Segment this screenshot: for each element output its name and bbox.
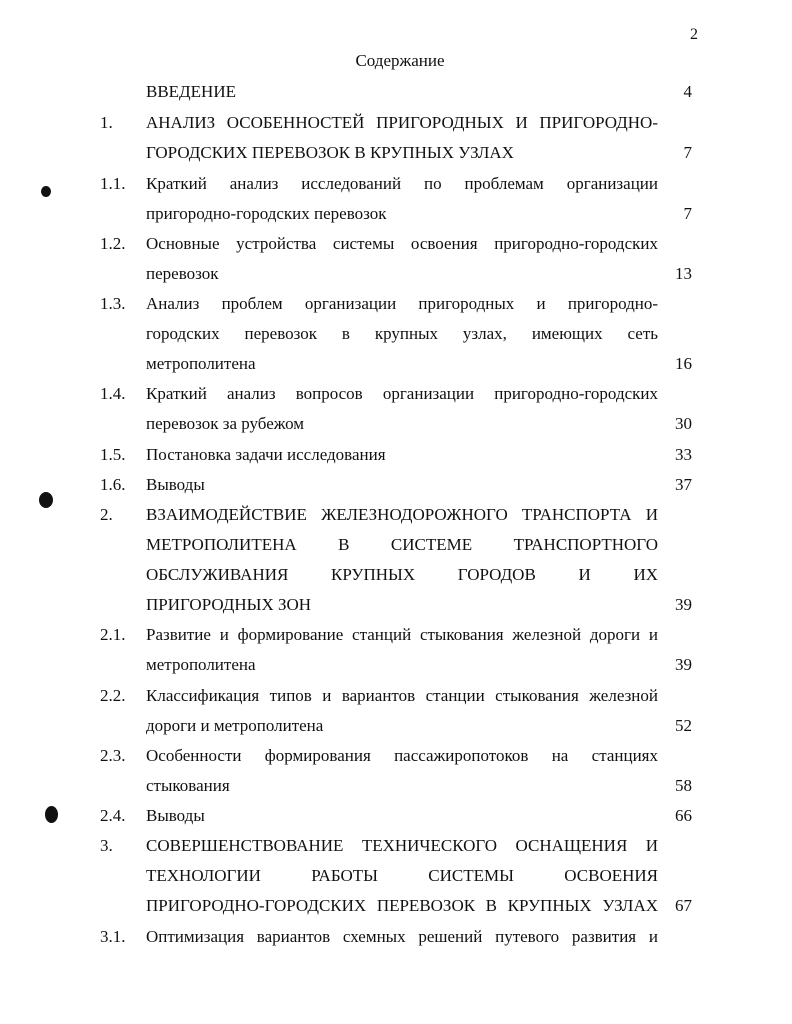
toc-entry-page: 52 bbox=[675, 716, 692, 735]
toc-entry bbox=[0, 500, 792, 530]
toc-entry bbox=[0, 620, 792, 650]
toc-entry-continuation bbox=[0, 771, 792, 801]
toc-entry-number: 3. bbox=[100, 836, 113, 855]
toc-entry-text: Классификация типов и вариантов станции стыкования железной bbox=[146, 686, 658, 705]
toc-entry-page: 58 bbox=[675, 776, 692, 795]
toc-entry-text: метрополитена bbox=[146, 354, 256, 373]
toc-entry-text: ПРИГОРОДНЫХ ЗОН bbox=[146, 595, 312, 614]
toc-entry-page: 39 bbox=[675, 595, 692, 614]
toc-entry-text: ВЗАИМОДЕЙСТВИЕ ЖЕЛЕЗНОДОРОЖНОГО ТРАНСПОРТА И bbox=[146, 505, 658, 524]
toc-entry-text: дороги и метрополитена bbox=[146, 716, 324, 735]
toc-entry-text: АНАЛИЗ ОСОБЕННОСТЕЙ ПРИГОРОДНЫХ И ПРИГОРОДНО- bbox=[146, 113, 658, 132]
toc-entry bbox=[0, 169, 792, 199]
toc-entry-number: 2.4. bbox=[100, 806, 126, 825]
page-number: 2 bbox=[690, 26, 698, 43]
toc-entry-text: ТЕХНОЛОГИИ РАБОТЫ СИСТЕМЫ ОСВОЕНИЯ bbox=[146, 866, 658, 885]
toc-entry bbox=[0, 681, 792, 711]
toc-entry-text: перевозок bbox=[146, 264, 219, 283]
toc-entry-number: 2.3. bbox=[100, 746, 126, 765]
toc-entry-number: 2.2. bbox=[100, 686, 126, 705]
toc-entry-text: ВВЕДЕНИЕ bbox=[146, 82, 236, 101]
toc-entry-text: Основные устройства системы освоения пригородно-городских bbox=[146, 234, 658, 253]
toc-entry-continuation bbox=[0, 861, 792, 891]
scan-blot bbox=[39, 492, 53, 508]
toc-entry-page: 7 bbox=[683, 143, 692, 162]
toc-entry-continuation bbox=[0, 891, 792, 921]
toc-entry-continuation bbox=[0, 530, 792, 560]
toc-entry-text: перевозок за рубежом bbox=[146, 414, 305, 433]
toc-entry bbox=[0, 440, 792, 470]
toc-entry-page: 4 bbox=[683, 82, 692, 101]
toc-entry-text: Выводы bbox=[146, 806, 205, 825]
toc-entry bbox=[0, 108, 792, 138]
toc-entry-continuation bbox=[0, 650, 792, 680]
toc-entry-number: 1.5. bbox=[100, 445, 126, 464]
toc-entry-number: 1. bbox=[100, 113, 113, 132]
toc-entry-text: городских перевозок в крупных узлах, имеющих сеть bbox=[146, 324, 658, 343]
toc-entry bbox=[0, 922, 792, 952]
toc-entry-number: 3.1. bbox=[100, 927, 126, 946]
toc-entry-text: Анализ проблем организации пригородных и пригородно- bbox=[146, 294, 658, 313]
toc-entry-page: 30 bbox=[675, 414, 692, 433]
toc-entry-page: 16 bbox=[675, 354, 692, 373]
toc-entry-continuation bbox=[0, 138, 792, 168]
toc-entry-continuation bbox=[0, 349, 792, 379]
toc-entry-text: ПРИГОРОДНО-ГОРОДСКИХ ПЕРЕВОЗОК В КРУПНЫХ УЗЛАХ bbox=[146, 896, 658, 915]
toc-entry-page: 66 bbox=[675, 806, 692, 825]
toc-entry-number: 1.1. bbox=[100, 174, 126, 193]
toc-entry-number: 1.6. bbox=[100, 475, 126, 494]
toc-entry-text: метрополитена bbox=[146, 655, 256, 674]
toc-entry-text: Постановка задачи исследования bbox=[146, 445, 386, 464]
scan-blot bbox=[41, 186, 51, 197]
toc-entry bbox=[0, 229, 792, 259]
scan-blot bbox=[45, 806, 58, 823]
toc-entry-continuation bbox=[0, 711, 792, 741]
toc-entry-text: Оптимизация вариантов схемных решений путевого развития и bbox=[146, 927, 658, 946]
toc-title: Содержание bbox=[355, 51, 445, 70]
toc-entry-number: 1.2. bbox=[100, 234, 126, 253]
toc-entry-page: 67 bbox=[675, 896, 692, 915]
toc-entry-text: пригородно-городских перевозок bbox=[146, 204, 387, 223]
toc-entry-continuation bbox=[0, 560, 792, 590]
toc-entry-text: ОБСЛУЖИВАНИЯ КРУПНЫХ ГОРОДОВ И ИХ bbox=[146, 565, 658, 584]
toc-entry bbox=[0, 77, 792, 107]
toc-entry-page: 7 bbox=[683, 204, 692, 223]
toc-entry-continuation bbox=[0, 199, 792, 229]
toc-entry-text: ГОРОДСКИХ ПЕРЕВОЗОК В КРУПНЫХ УЗЛАХ bbox=[146, 143, 514, 162]
toc-entry-continuation bbox=[0, 590, 792, 620]
toc-entry bbox=[0, 741, 792, 771]
toc-entry-number: 2. bbox=[100, 505, 113, 524]
toc-entry bbox=[0, 289, 792, 319]
toc-entry-page: 13 bbox=[675, 264, 692, 283]
toc-entry-text: МЕТРОПОЛИТЕНА В СИСТЕМЕ ТРАНСПОРТНОГО bbox=[146, 535, 658, 554]
toc-entry-text: Краткий анализ исследований по проблемам организации bbox=[146, 174, 658, 193]
toc-entry-text: Развитие и формирование станций стыкования железной дороги и bbox=[146, 625, 658, 644]
toc-entry bbox=[0, 470, 792, 500]
toc-entry bbox=[0, 379, 792, 409]
toc-entry-continuation bbox=[0, 409, 792, 439]
toc-entry-page: 39 bbox=[675, 655, 692, 674]
toc-entry-number: 1.3. bbox=[100, 294, 126, 313]
toc-entry-number: 1.4. bbox=[100, 384, 126, 403]
toc-entry-number: 2.1. bbox=[100, 625, 126, 644]
toc-entry-continuation bbox=[0, 259, 792, 289]
toc-entry-page: 33 bbox=[675, 445, 692, 464]
toc-entry-text: Особенности формирования пассажиропотоков на станциях bbox=[146, 746, 658, 765]
toc-entry bbox=[0, 801, 792, 831]
toc-entry-text: стыкования bbox=[146, 776, 230, 795]
toc-entry-text: Краткий анализ вопросов организации пригородно-городских bbox=[146, 384, 658, 403]
toc-entry-page: 37 bbox=[675, 475, 692, 494]
toc-entry-text: Выводы bbox=[146, 475, 205, 494]
toc-entry-continuation bbox=[0, 319, 792, 349]
toc-entry-text: СОВЕРШЕНСТВОВАНИЕ ТЕХНИЧЕСКОГО ОСНАЩЕНИЯ И bbox=[146, 836, 658, 855]
toc-entry bbox=[0, 831, 792, 861]
